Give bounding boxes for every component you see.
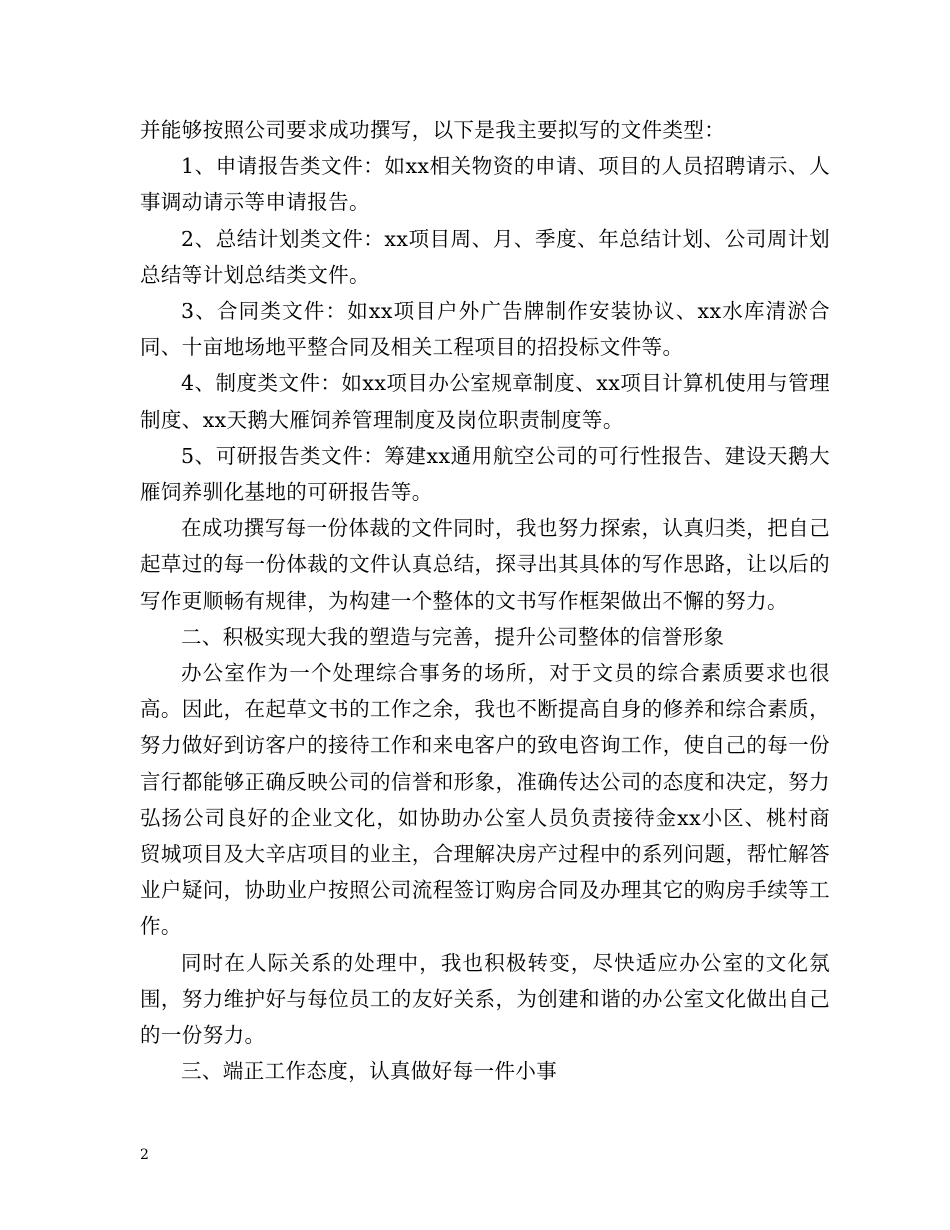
section-heading-3: 三、端正工作态度，认真做好每一件小事: [181, 1059, 558, 1084]
paragraph-office-duties: 办公室作为一个处理综合事务的场所，对于文员的综合素质要求也很高。因此，在起草文书的工作之余，我也不断提高自身的修养和综合素质，努力做好到访客户的接待工作和来电客户的致电咨询工作，使自己的每一份言行都能够正确反映公司的信誉和形象，准确传达公司的态度和决定，努力弘扬公司良好的企业文化，如协助办公室人员负责接待金xx小区、桃村商贸城项目及大辛店项目的业主，合理解决房产过程中的系列问题，帮忙解答业户疑问，协助业户按照公司流程签订购房合同及办理其它的购房手续等工作。: [140, 661, 830, 939]
paragraph-item-2: 2、总结计划类文件：xx项目周、月、季度、年总结计划、公司周计划总结等计划总结类文件。: [140, 226, 830, 287]
paragraph-item-4: 4、制度类文件：如xx项目办公室规章制度、xx项目计算机使用与管理制度、xx天鹅大雁饲养管理制度及岗位职责制度等。: [140, 371, 830, 432]
paragraph-item-5: 5、可研报告类文件：筹建xx通用航空公司的可行性报告、建设天鹅大雁饲养驯化基地的可研报告等。: [140, 443, 830, 505]
paragraph-item-3: 3、合同类文件：如xx项目户外广告牌制作安装协议、xx水库清淤合同、十亩地场地平整合同及相关工程项目的招投标文件等。: [140, 299, 830, 360]
paragraph-continuation: 并能够按照公司要求成功撰写，以下是我主要拟写的文件类型：: [140, 118, 726, 142]
section-heading-2: 二、积极实现大我的塑造与完善，提升公司整体的信誉形象: [181, 624, 725, 649]
paragraph-item-1: 1、申请报告类文件：如xx相关物资的申请、项目的人员招聘请示、人事调动请示等申请报告。: [140, 154, 830, 215]
document-body: [140, 112, 830, 1089]
page-number: 2: [140, 1147, 149, 1163]
paragraph-summary: 在成功撰写每一份体裁的文件同时，我也努力探索，认真归类，把自己起草过的每一份体裁的文件认真总结，探寻出其具体的写作思路，让以后的写作更顺畅有规律，为构建一个整体的文书写作框架做出不懈的努力。: [140, 516, 830, 613]
paragraph-relationships: 同时在人际关系的处理中，我也积极转变，尽快适应办公室的文化氛围，努力维护好与每位员工的友好关系，为创建和谐的办公室文化做出自己的一份努力。: [140, 950, 830, 1048]
